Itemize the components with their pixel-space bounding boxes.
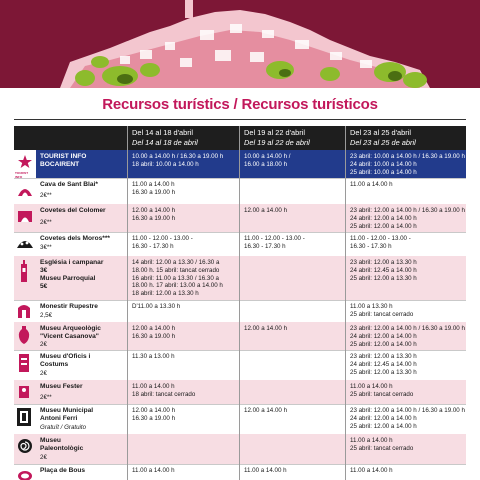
col-header-1-es: Del 14 al 18 de abril (132, 138, 198, 147)
table-row (14, 350, 466, 381)
column-divider (127, 126, 128, 480)
resource-name: Museu Arqueològic "Vicent Casanova" (40, 325, 101, 340)
table-row (14, 300, 466, 323)
schedule-cell: 12.00 a 14.00 h 16.30 a 19.00 h (132, 407, 176, 422)
resource-price: 2,5€ (40, 312, 53, 319)
resource-price: 2€** (40, 192, 52, 199)
title-main: Recursos turístics (102, 96, 230, 113)
table-row (14, 232, 466, 257)
schedule-cell: 11.00 - 12.00 - 13.00 - 16.30 - 17.30 h (132, 235, 193, 250)
schedule-cell: 11.30 a 13.00 h (132, 353, 175, 360)
cave-icon (14, 178, 36, 204)
table-row (14, 178, 466, 205)
bullring-icon (14, 464, 36, 480)
table-header (14, 126, 466, 150)
col-header-1 (132, 128, 198, 148)
resource-price: 3€** (40, 244, 52, 251)
schedule-cell: 11.00 a 14.00 h 18 abril: tancat cerrado (132, 383, 196, 398)
schedule-cell: 11.00 - 12.00 - 13.00 - 16.30 - 17.30 h (244, 235, 305, 250)
resource-name: Museu Paleontològic (40, 437, 84, 452)
schedule-cell: 14 abril: 12.00 a 13.30 / 16.30 a 18.00 h. 15 abril: tancat cerrado 16 abril: 11.00 a 13.30 / 16.30 a 18.00 h. 17 abril: 13.00 a 14.00 h 18 abril: 12.00 a 13.30 h (132, 259, 223, 298)
town-illustration (0, 0, 480, 88)
table-row (14, 464, 466, 480)
schedule-cell: 11.00 a 14.00 h 25 abril: tancat cerrado (350, 437, 414, 452)
column-divider (239, 126, 240, 480)
schedule-cell: 11.00 a 14.00 h (350, 181, 393, 188)
schedule-cell: 10.00 a 14.00 h / 16.00 a 18.00 h (244, 153, 291, 168)
schedule-cell: 11.00 a 14.00 h (244, 467, 287, 474)
schedule-cell: 11.00 a 13.30 h 25 abril: tancat cerrado (350, 303, 414, 318)
col-header-3 (350, 128, 416, 148)
municipal-museum-icon (14, 404, 36, 434)
table-row (14, 204, 466, 233)
table-row (14, 256, 466, 301)
resource-price: Gratuït / Gratuito (40, 424, 87, 431)
schedule-cell: 12.00 a 14.00 h (244, 207, 288, 214)
tourist-logo-text: TOURIST INFO (15, 171, 29, 179)
schedule-cell: D'11.00 a 13.30 h (132, 303, 181, 310)
title-alt: Recursos turísticos (241, 96, 378, 113)
col-header-2-es: Del 19 al 22 de abril (244, 138, 310, 147)
resource-price: 2€ (40, 370, 47, 377)
church-icon (14, 256, 36, 300)
rock-caves-icon (14, 232, 36, 256)
resource-price: 2€** (40, 394, 52, 401)
schedule-cell: 23 abril: 12.00 a 14.00 h / 16.30 a 19.00 h 24 abril: 12.00 a 14.00 h 25 abril: 12.00 a 14.00 h (350, 207, 465, 230)
title-underline (14, 119, 466, 120)
schedule-cell: 23 abril: 12.00 a 13.30 h 24 abril: 12.45 a 14.00 h 25 abril: 12.00 a 13.30 h (350, 259, 417, 282)
monastery-icon (14, 300, 36, 322)
resource-name: Museu Municipal Antoni Ferri (40, 407, 94, 422)
schedule-cell: 11.00 - 12.00 - 13.00 - 16.30 - 17.30 h (350, 235, 411, 250)
schedule-cell: 23 abril: 12.00 a 14.00 h / 16.30 a 19.00 h 24 abril: 12.00 a 14.00 h 25 abril: 12.00 a 14.00 h (350, 325, 465, 348)
festival-icon (14, 380, 36, 404)
fossil-icon (14, 434, 36, 464)
col-header-1-ca: Del 14 al 18 d'abril (132, 128, 193, 137)
resource-price: 2€** (40, 219, 52, 226)
crafts-icon (14, 350, 36, 380)
resource-name: TOURIST INFO BOCAIRENT (40, 153, 87, 168)
table-row (14, 150, 466, 179)
resource-name: Covetes dels Moros*** (40, 235, 110, 242)
tourist-info-icon (14, 150, 36, 178)
schedule-cell: 23 abril: 10.00 a 14.00 h / 16.30 a 19.00 h 24 abril: 10.00 a 14.00 h 25 abril: 10.00 a 14.00 h (350, 153, 465, 176)
resource-name: Plaça de Bous (40, 467, 86, 474)
resource-price: 2€ (40, 454, 47, 461)
col-header-3-ca: Del 23 al 25 d'abril (350, 128, 411, 137)
col-header-2-ca: Del 19 al 22 d'abril (244, 128, 305, 137)
schedule-cell: 11.00 a 14.00 h 16.30 a 19.00 h (132, 181, 176, 196)
schedule-cell: 12.00 a 14.00 h (244, 325, 288, 332)
town-illustration-banner (0, 0, 480, 88)
title-separator: / (229, 96, 242, 113)
col-header-3-es: Del 23 al 25 de abril (350, 138, 416, 147)
resource-name: Museu Fester (40, 383, 83, 390)
amphora-icon (14, 322, 36, 350)
schedule-cell: 23 abril: 12.00 a 14.00 h / 16.30 a 19.00 h 24 abril: 12.00 a 14.00 h 25 abril: 12.00 a 14.00 h (350, 407, 465, 430)
resource-name: Museu d'Oficis i Costums (40, 353, 91, 368)
cave-entrance-icon (14, 204, 36, 232)
schedule-cell: 10.00 a 14.00 h / 16.30 a 19.00 h 18 abril: 10.00 a 14.00 h (132, 153, 224, 168)
schedule-cell: 23 abril: 12.00 a 13.30 h 24 abril: 12.45 a 14.00 h 25 abril: 12.00 a 13.30 h (350, 353, 417, 376)
resource-price: 2€ (40, 341, 47, 348)
resource-name: Covetes del Colomer (40, 207, 106, 214)
schedule-cell: 11.00 a 14.00 h (350, 467, 393, 474)
table-row (14, 380, 466, 405)
schedule-cell: 11.00 a 14.00 h (132, 467, 175, 474)
resource-name: Església i campanar 3€ Museu Parroquial 5€ (40, 259, 104, 290)
table-row (14, 404, 466, 435)
schedule-cell: 11.00 a 14.00 h 25 abril: tancat cerrado (350, 383, 414, 398)
resource-name: Cava de Sant Blai* (40, 181, 98, 188)
column-divider (345, 126, 346, 480)
page-title (0, 96, 480, 114)
schedule-cell: 12.00 a 14.00 h (244, 407, 288, 414)
table-row (14, 434, 466, 465)
table-row (14, 322, 466, 351)
resource-name: Monestir Rupestre (40, 303, 98, 310)
schedule-cell: 12.00 a 14.00 h 16.30 a 19.00 h (132, 207, 176, 222)
col-header-2 (244, 128, 310, 148)
schedule-cell: 12.00 a 14.00 h 16.30 a 19.00 h (132, 325, 176, 340)
